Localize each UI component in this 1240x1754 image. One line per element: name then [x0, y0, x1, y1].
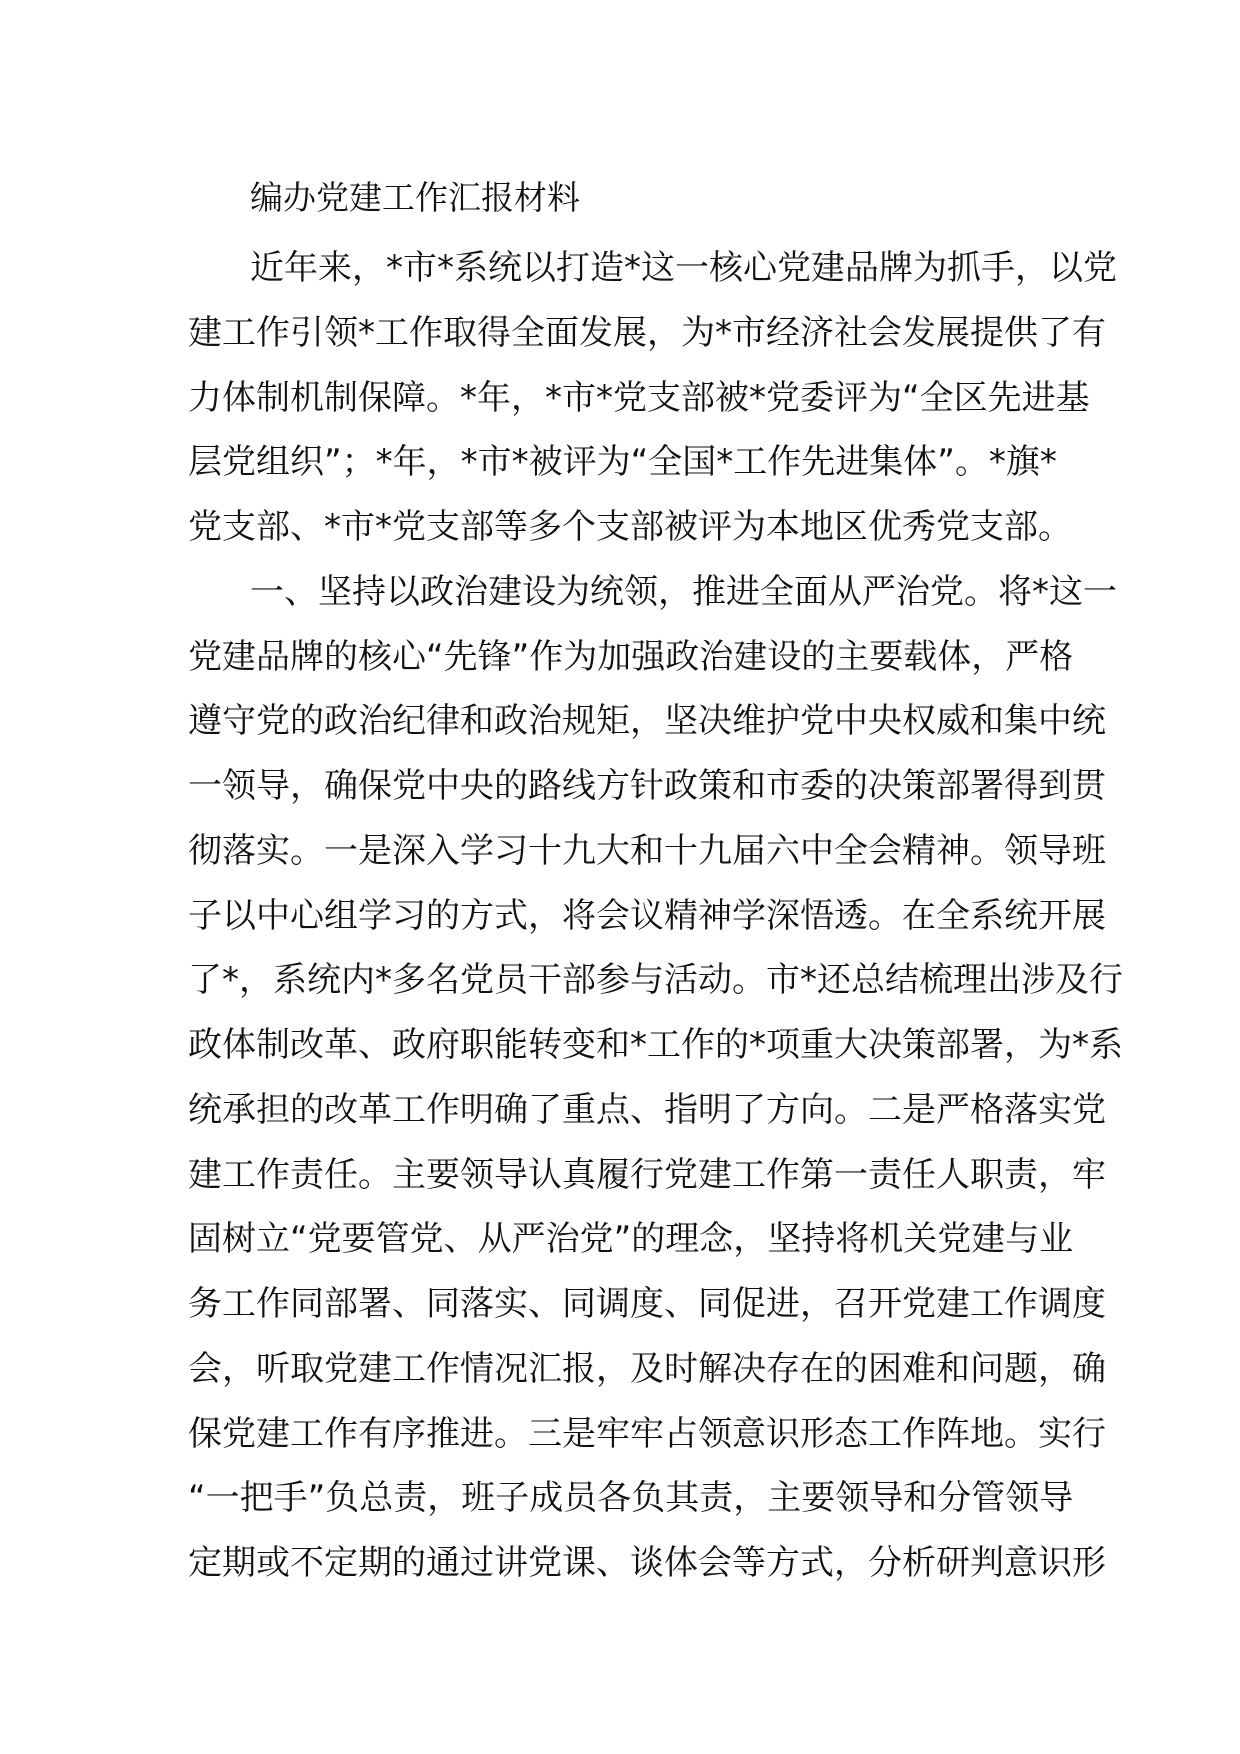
document-title: 编办党建工作汇报材料	[250, 178, 580, 217]
body-line: 定期或不定期的通过讲党课、谈体会等方式，分析研判意识形	[188, 1543, 1106, 1583]
body-line: 层党组织”；*年，*市*被评为“全国*工作先进集体”。*旗*	[188, 442, 1057, 483]
body-line: 子以中心组学习的方式，将会议精神学深悟透。在全系统开展	[188, 895, 1106, 936]
body-line: 政体制改革、政府职能转变和*工作的*项重大决策部署，为*系	[188, 1025, 1123, 1065]
body-line: “一把手”负总责，班子成员各负其责，主要领导和分管领导	[188, 1478, 1074, 1519]
body-line: 党建品牌的核心“先锋”作为加强政治建设的主要载体，严格	[188, 636, 1074, 677]
document-body	[188, 236, 1123, 1596]
body-line: 党支部、*市*党支部等多个支部被评为本地区优秀党支部。	[188, 507, 1072, 547]
body-line: 建工作责任。主要领导认真履行党建工作第一责任人职责，牢	[188, 1154, 1106, 1195]
body-line: 近年来，*市*系统以打造*这一核心党建品牌为抓手，以党	[250, 248, 1117, 288]
body-line: 了*，系统内*多名党员干部参与活动。市*还总结梳理出涉及行	[188, 960, 1123, 1001]
body-line: 一领导，确保党中央的路线方针政策和市委的决策部署得到贯	[188, 766, 1106, 806]
body-line: 会，听取党建工作情况汇报，及时解决存在的困难和问题，确	[188, 1348, 1106, 1389]
body-line: 力体制机制保障。*年，*市*党支部被*党委评为“全区先进基	[188, 377, 1090, 418]
body-line: 固树立“党要管党、从严治党”的理念，坚持将机关党建与业	[188, 1219, 1074, 1260]
body-line: 务工作同部署、同落实、同调度、同促进，召开党建工作调度	[188, 1284, 1106, 1324]
body-line: 保党建工作有序推进。三是牢牢占领意识形态工作阵地。实行	[188, 1413, 1106, 1454]
body-line: 建工作引领*工作取得全面发展，为*市经济社会发展提供了有	[188, 312, 1106, 353]
body-line: 一、坚持以政治建设为统领，推进全面从严治党。将*这一	[250, 571, 1117, 612]
body-line: 统承担的改革工作明确了重点、指明了方向。二是严格落实党	[188, 1089, 1106, 1130]
body-line: 遵守党的政治纪律和政治规矩，坚决维护党中央权威和集中统	[188, 701, 1106, 742]
body-line: 彻落实。一是深入学习十九大和十九届六中全会精神。领导班	[188, 830, 1106, 871]
